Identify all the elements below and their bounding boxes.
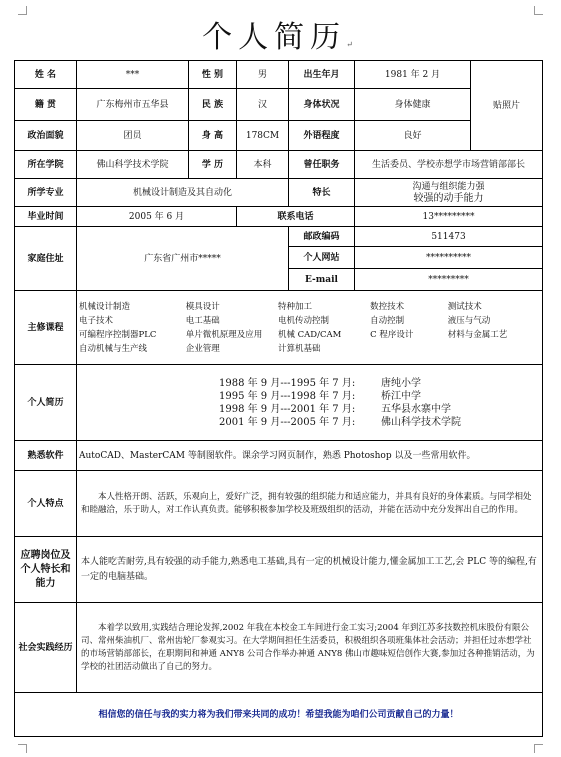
ethnic-value: 汉 [237,89,289,121]
software-value: AutoCAD、MasterCAM 等制图软件。课余学习网页制作，熟悉 Photoshop 以及一些常用软件。 [77,441,543,471]
table-row [15,537,543,603]
specialty-label: 特长 [289,179,355,207]
birth-label: 出生年月 [289,61,355,89]
major-label: 所学专业 [15,179,77,207]
software-label: 熟悉软件 [15,441,77,471]
history-period: 2001 年 9 月---2005 年 7 月: [219,416,356,428]
course-item: 模具设计 [185,301,220,312]
ability-label: 应聘岗位及个人特长和能力 [15,537,77,603]
course-item: 计算机基础 [277,343,321,354]
practice-cell [77,603,543,693]
major-value: 机械设计制造及其自动化 [77,179,289,207]
title-text: 个人简历 [202,20,347,55]
ability-value: 本人能吃苦耐劳,具有较强的动手能力,熟悉电工基础,具有一定的机械设计能力,懂金属加工工艺,会 PLC 等的编程,有一定的电脑基础。 [81,556,537,582]
website-label: 个人网站 [289,247,355,269]
table-row [15,291,543,365]
table-row [15,227,543,247]
gender-label: 性 别 [189,61,237,89]
phone-label: 联系电话 [237,207,355,227]
corner-mark-bottom-left [18,744,27,753]
course-item: 自动机械与生产线 [79,343,148,354]
traits-value: 本人性格开朗、活跃，乐观向上，爱好广泛，拥有较强的组织能力和适应能力，并具有良好的身体素质。与同学相处和睦融洽，乐于助人，对工作认真负责。能够积极参加学校及班级组织的活动，并能在活动中充分发挥出自己的作用。 [81,491,532,515]
page-title [0,12,561,56]
course-item: 电工基础 [185,315,220,326]
course-item: 自动控制 [370,315,405,326]
history-label: 个人简历 [15,365,77,441]
photo-placeholder [471,61,543,151]
course-item: 企业管理 [185,343,220,354]
course-item: 可编程序控制器PLC [79,329,157,340]
course-item [448,343,540,355]
photo-label: 贴照片 [492,100,520,111]
name-value: *** [77,61,189,89]
health-value: 身体健康 [355,89,471,121]
height-label: 身 高 [189,121,237,151]
history-school: 唐纯小学 [381,377,421,389]
website-value: ********** [355,247,543,269]
address-label: 家庭住址 [15,227,77,291]
table-row [15,89,543,121]
politics-value: 团员 [77,121,189,151]
ethnic-label: 民 族 [189,89,237,121]
position-value: 生活委员、学校赤想学市场营销部部长 [355,151,543,179]
language-value: 良好 [355,121,471,151]
email-label: E-mail [289,269,355,291]
language-label: 外语程度 [289,121,355,151]
history-cell [77,365,543,441]
history-entry [219,377,540,390]
table-row [15,207,543,227]
health-label: 身体状况 [289,89,355,121]
closing-statement: 相信您的信任与我的实力将为我们带来共同的成功！希望我能为咱们公司贡献自己的力量！ [15,693,543,737]
origin-value: 广东梅州市五华县 [77,89,189,121]
history-list [79,377,540,429]
course-item: 数控技术 [370,301,405,312]
birth-value: 1981 年 2 月 [355,61,471,89]
course-item: C 程序设计 [370,329,414,340]
table-row [15,441,543,471]
degree-label: 学 历 [189,151,237,179]
course-item: 电机传动控制 [277,315,329,326]
course-item: 单片微机原理及应用 [185,329,263,340]
ability-cell [77,537,543,603]
history-period: 1995 年 9 月---1998 年 7 月: [219,390,356,402]
table-row [15,61,543,89]
graduation-label: 毕业时间 [15,207,77,227]
traits-label: 个人特点 [15,471,77,537]
email-value: ********* [355,269,543,291]
resume-table [14,60,543,737]
history-school: 佛山科学技术学院 [381,416,461,428]
graduation-value: 2005 年 6 月 [77,207,237,227]
courses-cell [77,291,543,365]
name-label: 姓 名 [15,61,77,89]
history-entry [219,390,540,403]
history-entry [219,403,540,416]
history-school: 五华县水寨中学 [381,403,451,415]
course-item: 机械设计制造 [79,301,131,312]
degree-value: 本科 [237,151,289,179]
corner-mark-bottom-right [534,744,543,753]
school-value: 佛山科学技术学院 [77,151,189,179]
origin-label: 籍 贯 [15,89,77,121]
history-period: 1988 年 9 月---1995 年 7 月: [219,377,356,389]
phone-value: 13********* [355,207,543,227]
table-row [15,693,543,737]
height-value: 178CM [237,121,289,151]
table-row [15,603,543,693]
specialty-line-2: 较强的动手能力 [413,192,484,204]
history-entry [219,416,540,429]
course-item: 液压与气动 [447,315,491,326]
specialty-line-1: 沟通与组织能力强 [412,181,485,192]
course-item: 测试技术 [447,301,482,312]
courses-list [79,299,540,357]
table-row [15,365,543,441]
practice-label: 社会实践经历 [15,603,77,693]
course-item: 材料与金属工艺 [447,329,508,340]
gender-value: 男 [237,61,289,89]
course-item: 电子技术 [79,315,114,326]
paragraph-mark-icon: ↵ [346,40,359,49]
address-value: 广东省广州市***** [77,227,289,291]
school-label: 所在学院 [15,151,77,179]
table-row [15,151,543,179]
position-label: 曾任职务 [289,151,355,179]
history-school: 桥江中学 [381,390,421,402]
history-period: 1998 年 9 月---2001 年 7 月: [219,403,356,415]
course-item: 特种加工 [277,301,312,312]
specialty-value [355,179,543,207]
course-item: 机械 CAD/CAM [277,329,342,340]
course-item [370,343,448,355]
postcode-label: 邮政编码 [289,227,355,247]
traits-cell [77,471,543,537]
table-row [15,121,543,151]
courses-label: 主修课程 [15,291,77,365]
politics-label: 政治面貌 [15,121,77,151]
table-row [15,179,543,207]
postcode-value: 511473 [355,227,543,247]
practice-value: 本着学以致用,实践结合理论发挥,2002 年我在本校金工车间进行金工实习;2004 年到江苏多技数控机床股份有限公司、常州柴油机厂、常州齿轮厂参观实习。在大学期间担任生活委员，积极组织各项班集体社会活动；并担任过赤想学社的市场营销部部长，在职期间和神通 ANY8 公司合作举办神通 ANY8 佛山市趣味短信创作大赛,参加过各种推销活动，为学校的社团活动做出了自己的努力。 [81,622,535,672]
table-row [15,471,543,537]
